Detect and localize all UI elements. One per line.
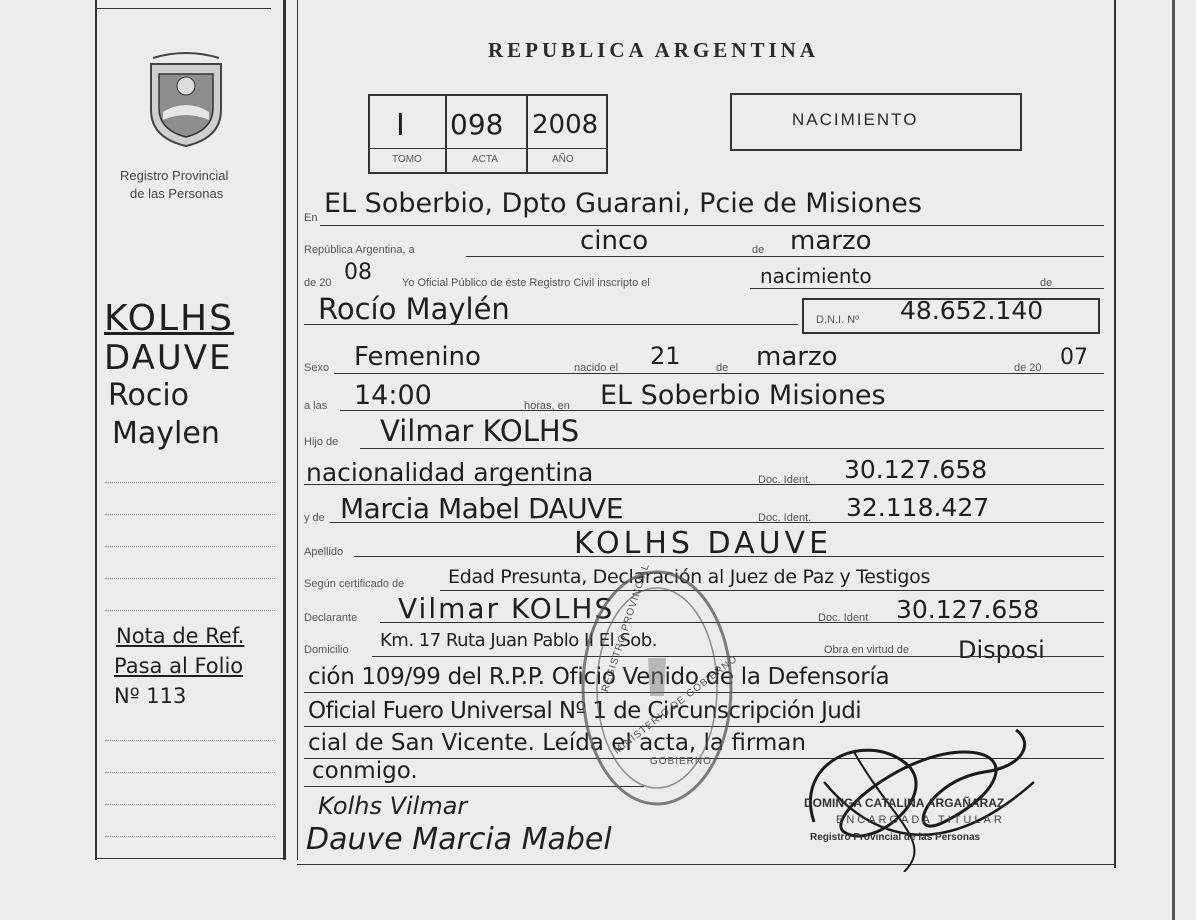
text-line-1: ción 109/99 del R.P.P. Oficio Venido de la Defensoría (308, 664, 890, 690)
place-rule (320, 225, 1104, 226)
obra-value: Disposi (958, 636, 1045, 664)
registry-name-line2: de las Personas (130, 186, 224, 201)
hour-place-rule (340, 410, 1104, 411)
child-name-rule (304, 324, 798, 325)
margin-rule (105, 546, 275, 547)
month-value: marzo (790, 226, 872, 256)
country-heading: REPUBLICA ARGENTINA (488, 38, 819, 62)
anio-value: 2008 (532, 110, 599, 140)
surname-rule (354, 556, 1104, 557)
en-label: En (304, 212, 318, 224)
right-frame-rule (1114, 0, 1116, 868)
inscribed-value: nacimiento (760, 264, 872, 288)
doc-ident-label: Doc. Ident (818, 612, 869, 624)
margin-given-name-1: Rocio (108, 378, 190, 413)
registry-name-line1: Registro Provincial (120, 168, 229, 183)
margin-surname-2: DAUVE (104, 338, 233, 378)
date-rule (466, 256, 1104, 257)
child-name-value: Rocío Maylén (318, 292, 510, 326)
father-rule (360, 448, 1104, 449)
de-label-3: de (716, 362, 729, 374)
dni-value: 48.652.140 (900, 296, 1044, 325)
year-suffix-value: 08 (344, 260, 372, 285)
acta-value: 098 (450, 108, 504, 141)
domicilio-label: Domicilio (304, 644, 349, 656)
official-name: DOMINGA CATALINA ARGAÑARAZ (804, 796, 1005, 810)
father-nationality-value: nacionalidad argentina (306, 458, 594, 487)
margin-note-line2: Pasa al Folio (114, 654, 244, 678)
sexo-label: Sexo (304, 362, 330, 374)
segun-label: Según certificado de (304, 578, 405, 590)
top-rule (95, 8, 271, 9)
bottom-rule-left (95, 858, 285, 859)
birth-year-label: de 20 (1014, 362, 1042, 374)
declarant-rule (380, 622, 1104, 623)
republica-label: República Argentina, a (304, 244, 415, 256)
birth-month-value: marzo (756, 342, 838, 372)
nacido-label: nacido el (574, 362, 619, 374)
text-line-4: conmigo. (312, 758, 418, 784)
margin-given-name-2: Maylen (112, 416, 220, 451)
place-value: EL Soberbio, Dpto Guarani, Pcie de Misiones (324, 188, 922, 219)
birth-year-value: 07 (1060, 345, 1088, 370)
horas-label: horas, en (524, 400, 570, 412)
margin-note-line1: Nota de Ref. (116, 624, 245, 648)
left-margin-rule (95, 0, 97, 860)
margin-rule (105, 514, 275, 515)
mother-doc-value: 32.118.427 (846, 493, 990, 522)
round-seal-text-center: GOBIERNO (650, 756, 712, 767)
mother-value: Marcia Mabel DAUVE (340, 492, 624, 525)
doc-label-mother: Doc. Ident. (758, 512, 812, 524)
margin-rule (105, 804, 275, 805)
hour-value: 14:00 (354, 380, 432, 411)
margin-note-line3: Nº 113 (114, 684, 187, 708)
de-label: de (752, 244, 765, 256)
acta-label: ACTA (472, 154, 498, 165)
de-label-2: de (1040, 277, 1053, 289)
certificate-value: Edad Presunta, Declaración al Juez de Paz y Testigos (448, 566, 931, 588)
mother-rule (330, 522, 1104, 523)
father-doc-value: 30.127.658 (844, 455, 988, 484)
record-box-divider (445, 94, 447, 172)
round-seal-text: MINISTERIO DE GOBIERNO (612, 653, 740, 757)
inscribed-rule (750, 288, 1104, 289)
sexo-value: Femenino (354, 342, 481, 372)
declarante-label: Declarante (304, 612, 358, 624)
address-value: Km. 17 Ruta Juan Pablo II El Sob. (380, 630, 657, 651)
right-edge-rule (1172, 0, 1175, 920)
tomo-label: TOMO (392, 154, 422, 165)
margin-rule (105, 578, 275, 579)
signature-mother: Dauve Marcia Mabel (306, 822, 612, 857)
official-label: Yo Oficial Público de éste Registro Civil inscripto el (402, 277, 650, 289)
hijo-label: Hijo de (304, 436, 339, 448)
official-org: Registro Provincial de las Personas (810, 832, 981, 843)
father-value: Vilmar KOLHS (380, 414, 580, 448)
a-las-label: a las (304, 400, 328, 412)
margin-surname-1: KOLHS (104, 298, 234, 339)
surname-value: KOLHS DAUVE (574, 526, 833, 561)
declarant-doc-value: 30.127.658 (896, 595, 1040, 624)
anio-label: AÑO (552, 154, 574, 165)
act-type-label: NACIMIENTO (792, 110, 919, 129)
text-line-3: cial de San Vicente. Leída el acta, la firman (308, 730, 806, 756)
margin-rule (105, 772, 275, 773)
birth-rule (334, 373, 1104, 374)
nationality-rule (304, 484, 1104, 485)
doc-label-father: Doc. Ident. (758, 474, 812, 486)
round-seal-text-top: REGISTRO PROVINCIAL (600, 562, 653, 694)
inner-divider-rule (297, 0, 298, 860)
y-de-label: y de (304, 512, 325, 524)
certificate-rule (440, 590, 1104, 591)
margin-rule (105, 836, 275, 837)
birth-place-value: EL Soberbio Misiones (600, 380, 886, 411)
tomo-value: I (396, 108, 405, 143)
record-box-divider (526, 94, 528, 172)
address-rule (372, 656, 1104, 657)
record-box-label-rule (368, 148, 606, 149)
margin-rule (105, 610, 275, 611)
apellido-label: Apellido (304, 546, 344, 558)
year-prefix-label: de 20 (304, 277, 332, 289)
dni-label: D.N.I. Nº (816, 314, 860, 326)
margin-divider-rule (283, 0, 286, 860)
day-words-value: cinco (580, 226, 649, 256)
birth-day-value: 21 (650, 342, 681, 370)
margin-rule (105, 740, 275, 741)
margin-rule (105, 482, 275, 483)
official-role: ENCARGADA TITULAR (836, 814, 1005, 826)
signature-father: Kolhs Vilmar (318, 792, 468, 820)
text-line-2: Oficial Fuero Universal Nº 1 de Circunscripción Judi (308, 698, 862, 724)
obra-label: Obra en virtud de (824, 644, 909, 656)
provincial-seal-icon (143, 50, 229, 150)
declarant-value: Vilmar KOLHS (398, 592, 615, 625)
